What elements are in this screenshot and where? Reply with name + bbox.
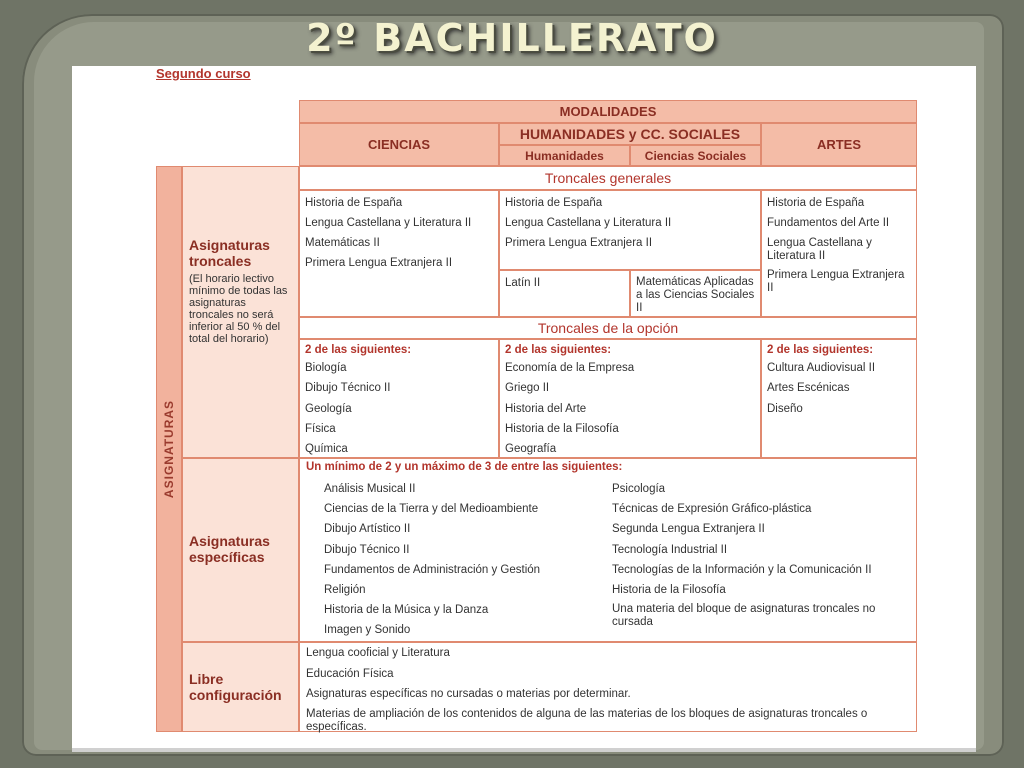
list-item: Química	[305, 443, 348, 456]
list-item: Historia de España	[305, 197, 403, 209]
list-item: Historia de España	[505, 197, 603, 209]
list-item: Primera Lengua Extranjera II	[305, 257, 453, 269]
list-item: Lengua Castellana y Literatura II	[505, 217, 672, 229]
generales-humanidades	[499, 270, 630, 317]
section-troncales-generales: Troncales generales	[299, 166, 917, 190]
header-ciencias: CIENCIAS	[299, 123, 499, 166]
list-item: Geografía	[505, 443, 557, 456]
list-item: Economía de la Empresa	[505, 362, 635, 374]
generales-ciencias-sociales	[630, 270, 761, 317]
list-item: Materias de ampliación de los contenidos de alguna de las materias de los bloques de asignaturas troncales o específicas.	[306, 707, 868, 733]
document-page	[72, 66, 976, 750]
list-item: Fundamentos del Arte II	[767, 217, 890, 229]
opcion-artes	[761, 339, 917, 458]
list-item: Diseño	[767, 402, 803, 415]
header-modalidades: MODALIDADES	[299, 100, 917, 123]
list-item: Tecnología Industrial II	[612, 543, 728, 556]
list-item: Cultura Audiovisual II	[767, 362, 876, 374]
list-item: Primera Lengua Extranjera II	[767, 269, 905, 294]
row-label-troncales	[182, 166, 299, 458]
opcion-hcs	[499, 339, 761, 458]
generales-ciencias	[299, 190, 499, 317]
opcion-artes-head: 2 de las siguientes:	[767, 344, 874, 356]
list-item: Educación Física	[306, 667, 394, 680]
list-item: Segunda Lengua Extranjera II	[612, 523, 765, 536]
list-item: Historia de España	[767, 197, 865, 209]
list-item: Dibujo Técnico II	[324, 543, 410, 556]
list-item: Primera Lengua Extranjera II	[505, 237, 653, 249]
list-item: Religión	[324, 584, 366, 597]
row-title-libre: Libre configuración	[189, 671, 282, 703]
especificas-head: Un mínimo de 2 y un máximo de 3 de entre las siguientes:	[306, 461, 623, 473]
list-item: Historia de la Filosofía	[505, 422, 619, 435]
especificas-block	[299, 458, 917, 642]
opcion-hcs-head: 2 de las siguientes:	[505, 344, 612, 356]
list-item: Física	[305, 422, 336, 435]
row-title-especificas: Asignaturas específicas	[189, 533, 270, 565]
header-ciencias-sociales: Ciencias Sociales	[630, 145, 761, 166]
side-label-text: ASIGNATURAS	[162, 399, 176, 499]
list-item: Lengua Castellana y Literatura II	[767, 237, 872, 262]
header-humanidades-cc-sociales: HUMANIDADES y CC. SOCIALES	[499, 123, 761, 145]
document-subtitle: Segundo curso	[156, 66, 251, 81]
libre-block	[299, 642, 917, 732]
generales-hcs-common	[499, 190, 761, 270]
list-item: Fundamentos de Administración y Gestión	[324, 563, 541, 576]
list-item: Historia de la Filosofía	[612, 584, 726, 597]
list-item: Dibujo Técnico II	[305, 382, 391, 395]
list-item: Griego II	[505, 382, 550, 395]
list-item: Asignaturas específicas no cursadas o materias por determinar.	[306, 688, 631, 700]
especificas-left-column	[324, 479, 614, 641]
especificas-right-column	[612, 479, 912, 629]
list-item: Imagen y Sonido	[324, 624, 411, 637]
list-item: Ciencias de la Tierra y del Medioambiente	[324, 503, 539, 516]
header-humanidades: Humanidades	[499, 145, 630, 166]
opcion-ciencias-head: 2 de las siguientes:	[305, 344, 412, 356]
list-item: Lengua Castellana y Literatura II	[305, 217, 472, 229]
list-item: Matemáticas Aplicadas a las Ciencias Sociales II	[636, 276, 755, 314]
row-title-troncales: Asignaturas troncales	[189, 237, 270, 269]
list-item: Psicología	[612, 483, 666, 495]
list-item: Geología	[305, 402, 352, 415]
list-item: Historia de la Música y la Danza	[324, 604, 489, 617]
list-item: Dibujo Artístico II	[324, 523, 411, 536]
side-label-asignaturas	[156, 166, 182, 732]
list-item: Artes Escénicas	[767, 382, 850, 395]
list-item: Latín II	[505, 277, 541, 289]
opcion-ciencias	[299, 339, 499, 458]
slide-title: 2º BACHILLERATO	[306, 16, 718, 60]
header-artes: ARTES	[761, 123, 917, 166]
row-note-troncales: (El horario lectivo mínimo de todas las asignaturas troncales no será inferior al 50 % del total del horario)	[189, 273, 288, 345]
section-troncales-opcion: Troncales de la opción	[299, 317, 917, 339]
list-item: Una materia del bloque de asignaturas troncales no cursada	[612, 603, 876, 629]
list-item: Historia del Arte	[505, 402, 587, 415]
row-label-especificas	[182, 458, 299, 642]
page-bottom-edge	[72, 748, 976, 752]
list-item: Lengua cooficial y Literatura	[306, 647, 450, 659]
list-item: Biología	[305, 362, 347, 374]
list-item: Tecnologías de la Información y la Comunicación II	[612, 563, 872, 576]
generales-artes	[761, 190, 917, 317]
list-item: Matemáticas II	[305, 237, 380, 249]
row-label-libre	[182, 642, 299, 732]
list-item: Análisis Musical II	[324, 483, 416, 495]
list-item: Técnicas de Expresión Gráfico-plástica	[612, 503, 812, 516]
